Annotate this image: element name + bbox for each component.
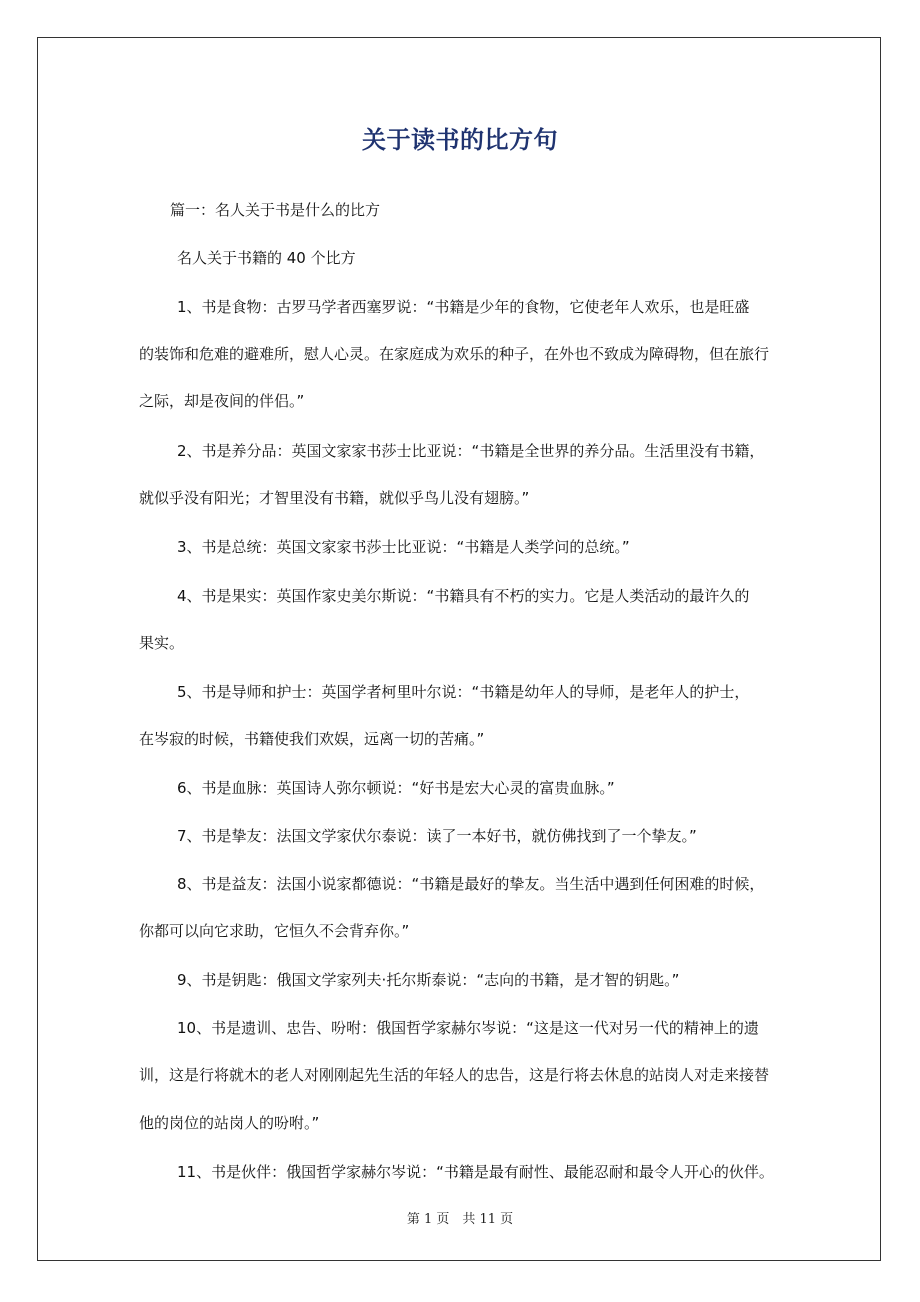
item-line: 6、书是血脉：英国诗人弥尔顿说：“好书是宏大心灵的富贵血脉。” xyxy=(177,779,615,797)
item-line: 7、书是挚友：法国文学家伏尔泰说：读了一本好书，就仿佛找到了一个挚友。” xyxy=(177,827,697,845)
item-line: 11、书是伙伴：俄国哲学家赫尔岑说：“书籍是最有耐性、最能忍耐和最令人开心的伙伴。 xyxy=(177,1163,774,1181)
page-number-footer: 第 1 页 共 11 页 xyxy=(406,1212,514,1227)
item-line: 8、书是益友：法国小说家都德说：“书籍是最好的挚友。当生活中遇到任何困难的时候， xyxy=(177,875,765,893)
document-title: 关于读书的比方句 xyxy=(362,126,558,154)
item-line: 的装饰和危难的避难所，慰人心灵。在家庭成为欢乐的种子，在外也不致成为障碍物，但在旅行 xyxy=(139,345,770,363)
item-line: 10、书是遗训、忠告、吩咐：俄国哲学家赫尔岑说：“这是这一代对另一代的精神上的遗 xyxy=(177,1019,759,1037)
item-line: 他的岗位的站岗人的吩咐。” xyxy=(139,1114,320,1132)
item-line: 之际，却是夜间的伴侣。” xyxy=(139,392,305,410)
subheading: 名人关于书籍的 40 个比方 xyxy=(177,249,356,267)
item-line: 你都可以向它求助，它恒久不会背弃你。” xyxy=(139,922,410,940)
item-line: 训，这是行将就木的老人对刚刚起先生活的年轻人的忠告，这是行将去休息的站岗人对走来接替 xyxy=(139,1066,770,1084)
item-line: 3、书是总统：英国文家家书莎士比亚说：“书籍是人类学问的总统。” xyxy=(177,538,630,556)
item-line: 1、书是食物：古罗马学者西塞罗说：“书籍是少年的食物，它使老年人欢乐，也是旺盛 xyxy=(177,298,750,316)
item-line: 就似乎没有阳光；才智里没有书籍，就似乎鸟儿没有翅膀。” xyxy=(139,489,530,507)
section-heading: 篇一：名人关于书是什么的比方 xyxy=(170,201,381,219)
item-line: 在岑寂的时候，书籍使我们欢娱，远离一切的苦痛。” xyxy=(139,730,485,748)
item-line: 9、书是钥匙：俄国文学家列夫·托尔斯泰说：“志向的书籍，是才智的钥匙。” xyxy=(177,971,680,989)
item-line: 2、书是养分品：英国文家家书莎士比亚说：“书籍是全世界的养分品。生活里没有书籍， xyxy=(177,442,765,460)
item-line: 4、书是果实：英国作家史美尔斯说：“书籍具有不朽的实力。它是人类活动的最许久的 xyxy=(177,587,750,605)
item-line: 5、书是导师和护士：英国学者柯里叶尔说：“书籍是幼年人的导师，是老年人的护士， xyxy=(177,683,750,701)
item-line: 果实。 xyxy=(139,634,185,652)
